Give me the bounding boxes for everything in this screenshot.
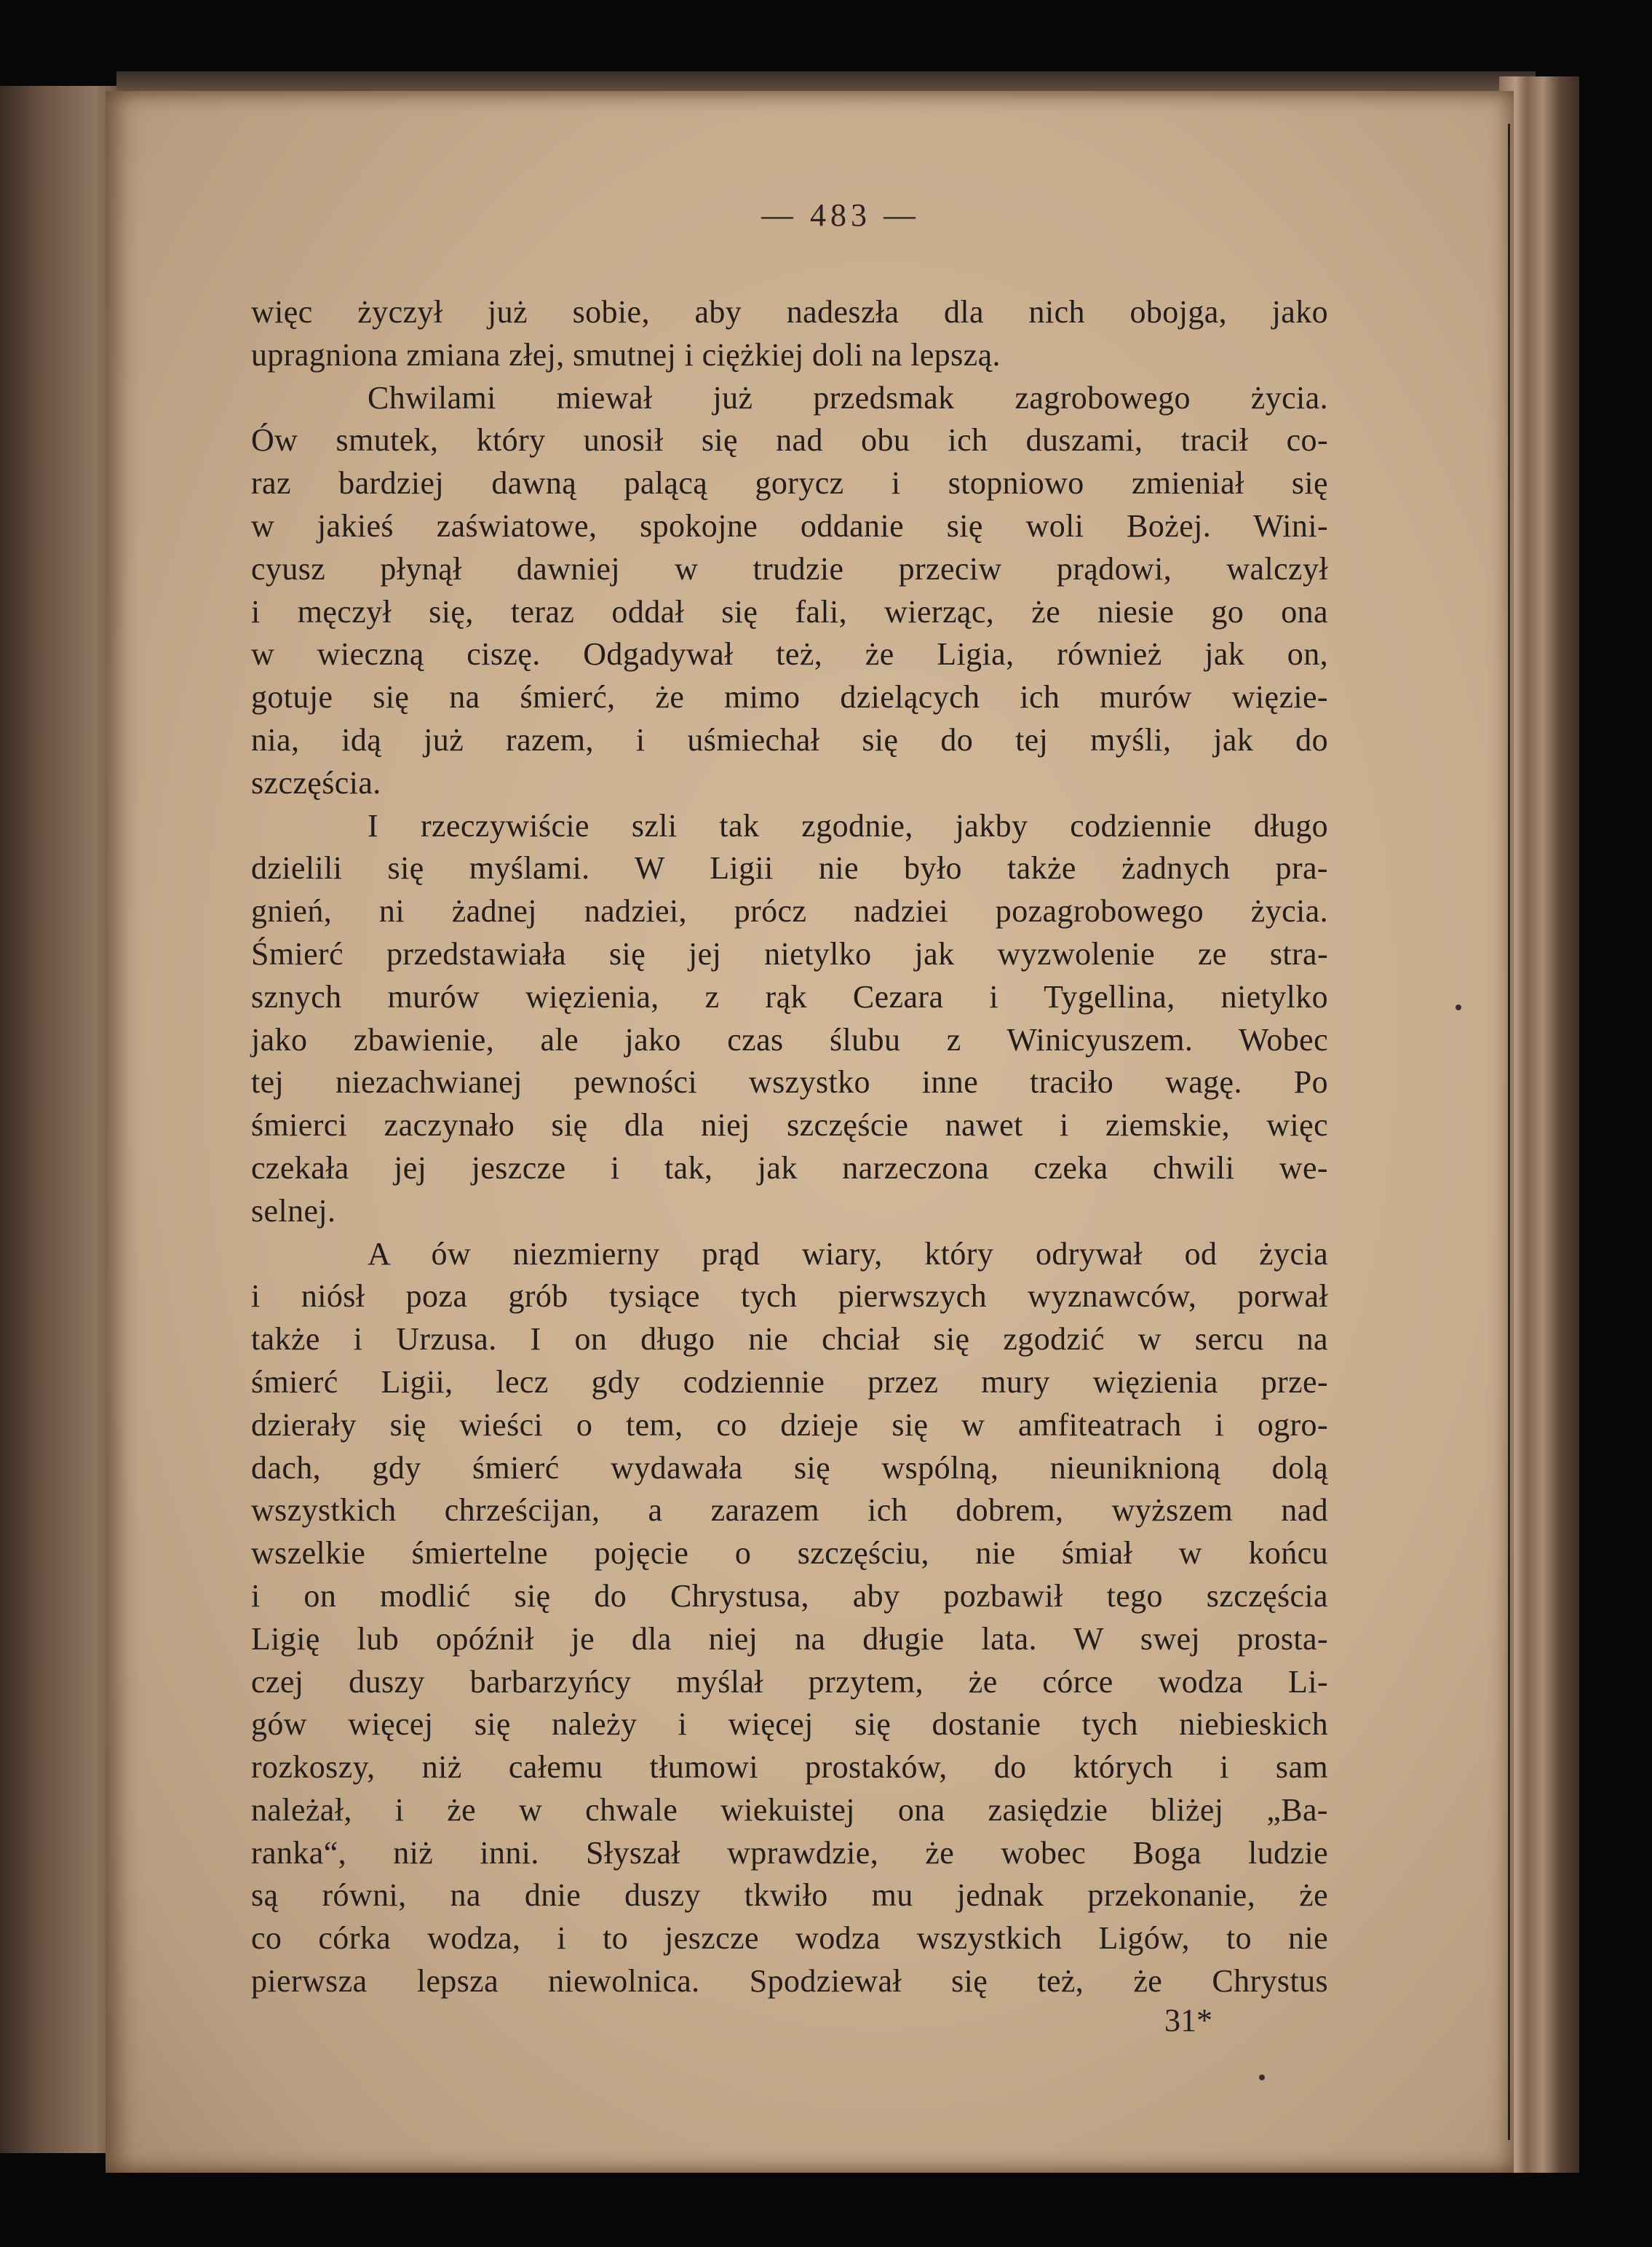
text-line: selnej.: [251, 1192, 336, 1229]
text-line: gnień, ni żadnej nadziei, prócz nadziei pozagrobowego życia.: [251, 893, 1328, 930]
text-line: wszelkie śmiertelne pojęcie o szczęściu, nie śmiał w końcu: [251, 1535, 1328, 1572]
text-line: ranka“, niż inni. Słyszał wprawdzie, że wobec Boga ludzie: [251, 1834, 1328, 1871]
text-line: upragniona zmiana złej, smutnej i ciężkiej doli na lepszą.: [251, 336, 1001, 373]
text-line: śmierci zaczynało się dla niej szczęście nawet i ziemskie, więc: [251, 1107, 1328, 1144]
text-line: w wieczną ciszę. Odgadywał też, że Ligia, również jak on,: [251, 636, 1328, 673]
signature-mark: 31*: [1164, 2002, 1212, 2038]
text-line: cyusz płynął dawniej w trudzie przeciw prądowi, walczył: [251, 550, 1328, 587]
text-line: I rzeczywiście szli tak zgodnie, jakby codziennie długo: [368, 807, 1328, 844]
text-line: szczęścia.: [251, 764, 381, 801]
paper-speck: [1259, 2074, 1265, 2080]
text-line: sznych murów więzienia, z rąk Cezara i Tygellina, nietylko: [251, 978, 1328, 1015]
text-line: śmierć Ligii, lecz gdy codziennie przez mury więzienia prze-: [251, 1363, 1328, 1400]
text-line: czej duszy barbarzyńcy myślał przytem, że córce wodza Li-: [251, 1663, 1328, 1700]
paper-speck: [1456, 1004, 1461, 1010]
text-line: należał, i że w chwale wiekuistej ona zasiędzie bliżej „Ba-: [251, 1791, 1328, 1828]
text-line: Ligię lub opóźnił je dla niej na długie lata. W swej prosta-: [251, 1620, 1328, 1657]
text-line: więc życzył już sobie, aby nadeszła dla nich obojga, jako: [251, 294, 1328, 330]
text-line: dzierały się wieści o tem, co dzieje się w amfiteatrach i ogro-: [251, 1406, 1328, 1443]
text-line: wszystkich chrześcijan, a zarazem ich dobrem, wyższem nad: [251, 1492, 1328, 1529]
text-line: Chwilami miewał już przedsmak zagrobowego życia.: [368, 379, 1328, 416]
text-line: Śmierć przedstawiała się jej nietylko jak wyzwolenie ze stra-: [251, 935, 1328, 972]
text-line: są równi, na dnie duszy tkwiło mu jednak przekonanie, że: [251, 1877, 1328, 1914]
text-line: nia, idą już razem, i uśmiechał się do tej myśli, jak do: [251, 721, 1328, 758]
text-line: A ów niezmierny prąd wiary, który odrywał od życia: [368, 1235, 1328, 1272]
text-line: i niósł poza grób tysiące tych pierwszych wyznawców, porwał: [251, 1278, 1328, 1315]
page-number: — 483 —: [761, 197, 920, 233]
page-edge-line: [1508, 124, 1510, 2140]
body-text: [251, 291, 1328, 2003]
text-line: dach, gdy śmierć wydawała się wspólną, nieuniknioną dolą: [251, 1449, 1328, 1486]
text-line: co córka wodza, i to jeszcze wodza wszystkich Ligów, to nie: [251, 1920, 1328, 1957]
text-line: pierwsza lepsza niewolnica. Spodziewał się też, że Chrystus: [251, 1963, 1328, 2000]
text-line: gotuje się na śmierć, że mimo dzielących ich murów więzie-: [251, 679, 1328, 716]
text-line: rozkoszy, niż całemu tłumowi prostaków, do których i sam: [251, 1749, 1328, 1786]
text-line: i on modlić się do Chrystusa, aby pozbawił tego szczęścia: [251, 1577, 1328, 1614]
text-line: jako zbawienie, ale jako czas ślubu z Winicyuszem. Wobec: [251, 1021, 1328, 1058]
text-line: i męczył się, teraz oddał się fali, wierząc, że niesie go ona: [251, 593, 1328, 630]
text-line: także i Urzusa. I on długo nie chciał się zgodzić w sercu na: [251, 1321, 1328, 1358]
text-line: raz bardziej dawną palącą gorycz i stopniowo zmieniał się: [251, 465, 1328, 502]
text-line: tej niezachwianej pewności wszystko inne traciło wagę. Po: [251, 1064, 1328, 1101]
text-line: w jakieś zaświatowe, spokojne oddanie się woli Bożej. Wini-: [251, 507, 1328, 544]
text-line: Ów smutek, który unosił się nad obu ich duszami, tracił co-: [251, 422, 1328, 459]
text-line: dzielili się myślami. W Ligii nie było także żadnych pra-: [251, 850, 1328, 887]
text-line: czekała jej jeszcze i tak, jak narzeczona czeka chwili we-: [251, 1149, 1328, 1186]
text-line: gów więcej się należy i więcej się dostanie tych niebieskich: [251, 1706, 1328, 1743]
